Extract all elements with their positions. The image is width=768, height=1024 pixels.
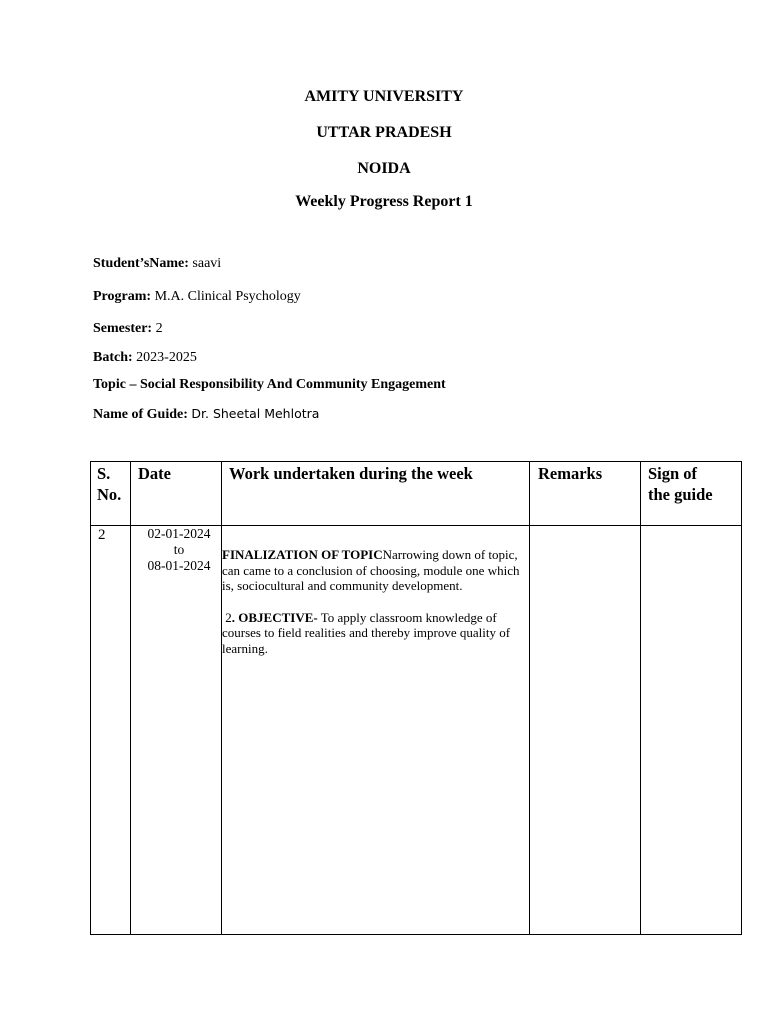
table-border-right [741,461,742,935]
row-date-sep: to [173,542,185,557]
city-title: NOIDA [357,160,411,177]
semester-value: 2 [155,321,163,336]
guide-label: Name of Guide: [93,407,188,422]
program-field [93,288,301,306]
student-name-field [93,255,221,273]
row-date [131,526,227,574]
work-item2-heading: . OBJECTIVE- [231,609,318,625]
program-value: M.A. Clinical Psychology [154,289,301,304]
table-divider-work [529,461,530,935]
row-date-to: 08-01-2024 [147,558,211,573]
student-name-label: Student’sName: [93,256,189,271]
header-sno [97,463,121,505]
work-item1-text: Narrowing down of topic, can came to a conclusion of choosing, module one which is, sociocultural and community development. [222,547,520,593]
table-border-top [90,461,742,462]
header-work: Work undertaken during the week [229,464,473,483]
batch-field [93,349,197,367]
row-date-from: 02-01-2024 [147,526,211,541]
row-work [222,547,528,656]
work-item1-heading: FINALIZATION OF TOPIC [222,547,383,562]
university-title: AMITY UNIVERSITY [304,88,464,105]
batch-label: Batch: [93,350,133,365]
topic-text: Topic – Social Responsibility And Community Engagement [93,377,446,392]
header-sign-line2: the guide [648,485,713,504]
work-item2-text: To apply classroom knowledge of courses to field realities and thereby improve quality of learning. [222,609,511,656]
batch-value: 2023-2025 [136,350,197,365]
table-divider-remarks [640,461,641,935]
guide-field [93,405,319,424]
table-border-bottom [90,934,742,935]
semester-field [93,320,163,338]
table-border-left [90,461,91,935]
header-sign [648,463,713,505]
header-sno-line1: S. [97,464,111,483]
guide-value: Dr. Sheetal Mehlotra [191,406,320,421]
student-name-value: saavi [192,256,222,271]
header-date: Date [138,464,171,483]
header-sign-line1: Sign of [648,464,698,483]
work-item-finalization [222,547,528,594]
header-sno-line2: No. [97,485,122,504]
header-remarks: Remarks [538,464,603,483]
semester-label: Semester: [93,321,153,336]
row-sno: 2 [98,527,106,543]
work-item-objective [222,610,528,657]
topic-field [93,376,446,394]
work-item2-number: 2 [225,609,232,625]
report-title: Weekly Progress Report 1 [295,193,473,210]
state-title: UTTAR PRADESH [316,124,452,141]
program-label: Program: [93,289,152,304]
